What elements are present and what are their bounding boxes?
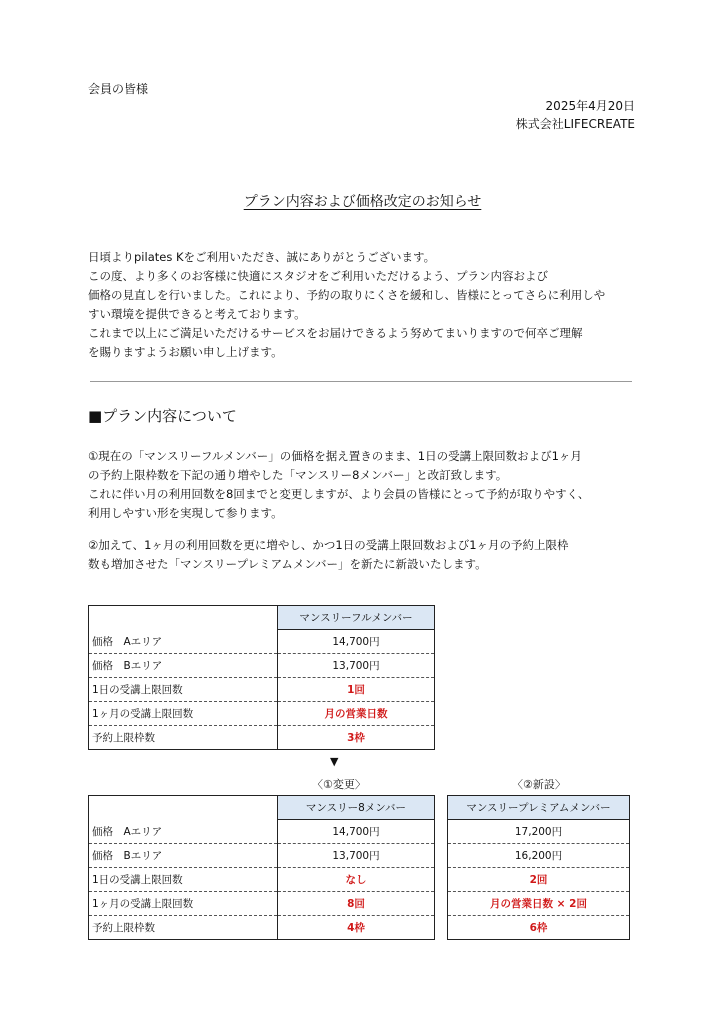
cell-value: 17,200円 — [448, 820, 630, 844]
table-row — [448, 868, 630, 892]
table-corner — [89, 796, 278, 820]
document-title-text: プラン内容および価格改定のお知らせ — [243, 194, 482, 210]
table-row — [89, 892, 435, 916]
row-label: 価格 Bエリア — [89, 654, 278, 678]
intro-line: すい環境を提供できると考えております。 — [88, 307, 306, 321]
plan-header: マンスリーフルメンバー — [278, 606, 435, 630]
table-row — [89, 916, 435, 940]
cell-value: 月の営業日数 × 2回 — [448, 892, 630, 916]
row-label: 価格 Bエリア — [89, 844, 278, 868]
intro-line: 価格の見直しを行いました。これにより、予約の取りにくさを緩和し、皆様にとってさらに利用しや — [88, 288, 606, 302]
intro-paragraph — [88, 248, 648, 362]
plan-header: マンスリー8メンバー — [278, 796, 435, 820]
row-label: 1日の受講上限回数 — [89, 868, 278, 892]
company-name: 株式会社LIFECREATE — [515, 117, 635, 131]
intro-line: を賜りますようお願い申し上げます。 — [88, 345, 283, 359]
item1-line: の予約上限枠数を下記の通り増やした「マンスリー8メンバー」と改訂致します。 — [88, 468, 508, 482]
document-title — [0, 191, 725, 211]
row-label: 1ヶ月の受講上限回数 — [89, 702, 278, 726]
item1-line: 利用しやすい形を実現して参ります。 — [88, 506, 283, 520]
divider — [90, 381, 632, 382]
table-row — [448, 892, 630, 916]
table-header-row — [448, 796, 630, 820]
intro-line: この度、より多くのお客様に快適にスタジオをご利用いただけるよう、プラン内容および — [88, 269, 548, 283]
row-label: 1日の受講上限回数 — [89, 678, 278, 702]
cell-value: 14,700円 — [278, 820, 435, 844]
salutation: 会員の皆様 — [88, 82, 149, 96]
table-row — [89, 702, 435, 726]
cell-value: 2回 — [448, 868, 630, 892]
cell-value: 月の営業日数 — [278, 702, 435, 726]
intro-line: これまで以上にご満足いただけるサービスをお届けできるよう努めてまいりますので何卒ご理解 — [88, 326, 583, 340]
table-row — [89, 868, 435, 892]
current-plan-table — [88, 605, 435, 750]
row-label: 価格 Aエリア — [89, 820, 278, 844]
row-label: 1ヶ月の受講上限回数 — [89, 892, 278, 916]
cell-value: 16,200円 — [448, 844, 630, 868]
cell-value: 13,700円 — [278, 844, 435, 868]
table-row — [448, 916, 630, 940]
table-row — [448, 820, 630, 844]
row-label: 予約上限枠数 — [89, 916, 278, 940]
item1-line: ①現在の「マンスリーフルメンバー」の価格を据え置きのまま、1日の受講上限回数および1ヶ月 — [88, 449, 582, 463]
table-row — [89, 844, 435, 868]
down-arrow-icon: ▼ — [330, 755, 339, 768]
table-row — [89, 726, 435, 750]
intro-line: 日頃よりpilates Kをご利用いただき、誠にありがとうございます。 — [88, 250, 436, 264]
change-tag: 〈①変更〉 — [312, 778, 366, 791]
table-header-row — [89, 606, 435, 630]
cell-value: 1回 — [278, 678, 435, 702]
new-plan-table — [447, 795, 630, 940]
item1-paragraph — [88, 447, 648, 523]
item1-line: これに伴い月の利用回数を8回までと変更しますが、より会員の皆様にとって予約が取りやすく、 — [88, 487, 590, 501]
new-tag: 〈②新設〉 — [512, 778, 566, 791]
cell-value: 4枠 — [347, 922, 365, 934]
cell-value: なし — [278, 868, 435, 892]
item2-line: 数も増加させた「マンスリープレミアムメンバー」を新たに新設いたします。 — [88, 557, 487, 571]
cell-value: 3枠 — [347, 732, 365, 744]
table-header-row — [89, 796, 435, 820]
item2-paragraph — [88, 536, 648, 574]
table-row — [448, 844, 630, 868]
table-row — [89, 820, 435, 844]
table-row — [89, 654, 435, 678]
table-row — [89, 630, 435, 654]
plan-header: マンスリープレミアムメンバー — [448, 796, 630, 820]
row-label: 予約上限枠数 — [89, 726, 278, 750]
table-corner — [89, 606, 278, 630]
cell-value: 6枠 — [529, 922, 548, 934]
cell-value: 13,700円 — [278, 654, 435, 678]
item2-line: ②加えて、1ヶ月の利用回数を更に増やし、かつ1日の受講上限回数および1ヶ月の予約上限枠 — [88, 538, 569, 552]
section-title: ■プラン内容について — [88, 407, 237, 425]
cell-value: 14,700円 — [278, 630, 435, 654]
cell-value: 8回 — [278, 892, 435, 916]
changed-plan-table — [88, 795, 435, 940]
issue-date: 2025年4月20日 — [545, 99, 635, 113]
row-label: 価格 Aエリア — [89, 630, 278, 654]
table-row — [89, 678, 435, 702]
